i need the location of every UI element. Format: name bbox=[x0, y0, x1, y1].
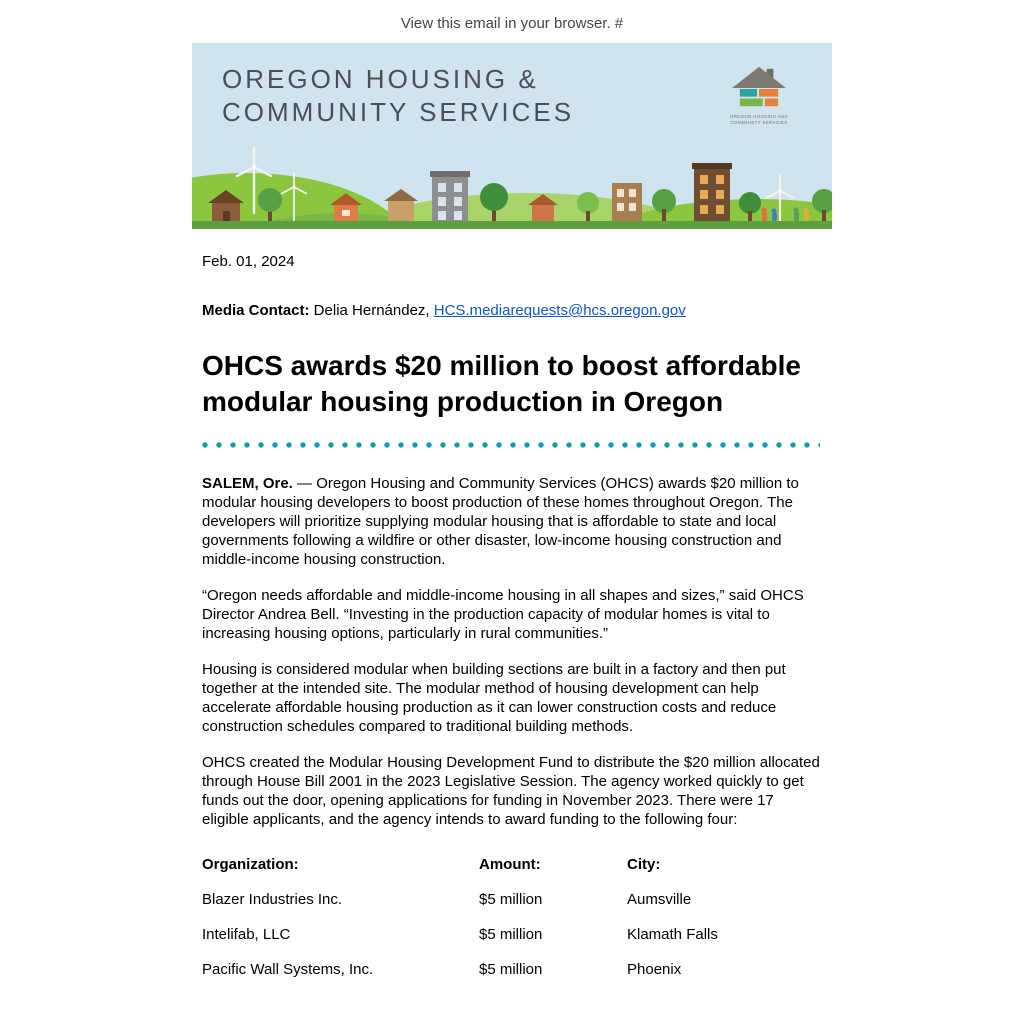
lead-text: — Oregon Housing and Community Services (OHCS) awards $20 million to modular housing developers to boost production of these homes throughout Oregon. The developers will prioritize supplying modular housing that is affordable to state and local governments following a wildfire or other disaster, low-income housing construction and middle-income housing construction. bbox=[202, 475, 799, 568]
column-header-city: City: bbox=[627, 856, 661, 873]
preheader bbox=[0, 0, 1024, 32]
column-header-amount: Amount: bbox=[479, 856, 541, 873]
dotted-divider bbox=[202, 442, 820, 448]
view-in-browser-link[interactable]: View this email in your browser. # bbox=[400, 15, 624, 32]
table-row bbox=[202, 960, 820, 995]
awards-table-header-row bbox=[202, 855, 820, 890]
column-header-organization: Organization: bbox=[202, 856, 299, 873]
email-content bbox=[192, 252, 832, 995]
ground bbox=[192, 221, 832, 229]
awards-table bbox=[202, 855, 820, 995]
ohcs-logo-house-icon bbox=[730, 65, 788, 111]
paragraph-quote: “Oregon needs affordable and middle-income housing in all shapes and sizes,” said OHCS Director Andrea Bell. “Investing in the production capacity of modular homes is vital to increasing housing options, particularly in rural communities.” bbox=[202, 587, 804, 642]
header-banner bbox=[192, 43, 832, 229]
table-row bbox=[202, 890, 820, 925]
dateline: SALEM, Ore. bbox=[202, 475, 293, 492]
lead-paragraph bbox=[202, 474, 820, 569]
ohcs-logo bbox=[722, 65, 796, 126]
media-contact-label: Media Contact: bbox=[202, 302, 310, 319]
cell-amount: $5 million bbox=[479, 891, 543, 908]
date: Feb. 01, 2024 bbox=[202, 253, 295, 270]
cell-organization: Intelifab, LLC bbox=[202, 926, 291, 943]
media-contact-email-link[interactable]: HCS.mediarequests@hcs.oregon.gov bbox=[433, 302, 686, 319]
org-name-line1: OREGON HOUSING & bbox=[222, 64, 539, 94]
table-row bbox=[202, 925, 820, 960]
cell-amount: $5 million bbox=[479, 926, 543, 943]
cell-organization: Pacific Wall Systems, Inc. bbox=[202, 961, 374, 978]
paragraph-modular-definition: Housing is considered modular when building sections are built in a factory and then put together at the intended site. The modular method of housing development can help accelerate affordable housing production as it can lower construction costs and reduce construction schedules compared to traditional building methods. bbox=[202, 661, 786, 735]
cell-city: Aumsville bbox=[627, 891, 692, 908]
media-contact bbox=[202, 301, 820, 320]
logo-caption: OREGON HOUSING AND COMMUNITY SERVICES bbox=[729, 114, 789, 125]
headline: OHCS awards $20 million to boost affordable modular housing production in Oregon bbox=[202, 350, 801, 417]
org-name bbox=[222, 63, 574, 129]
cell-city: Phoenix bbox=[627, 961, 682, 978]
org-name-line2: COMMUNITY SERVICES bbox=[222, 97, 575, 127]
cell-amount: $5 million bbox=[479, 961, 543, 978]
cell-organization: Blazer Industries Inc. bbox=[202, 891, 343, 908]
media-contact-name: Delia Hernández, bbox=[309, 302, 434, 319]
paragraph-fund: OHCS created the Modular Housing Development Fund to distribute the $20 million allocated through House Bill 2001 in the 2023 Legislative Session. The agency worked quickly to get funds out the door, opening applications for funding in November 2023. There were 17 eligible applicants, and the agency intends to award funding to the following four: bbox=[202, 754, 820, 828]
cell-city: Klamath Falls bbox=[627, 926, 718, 943]
